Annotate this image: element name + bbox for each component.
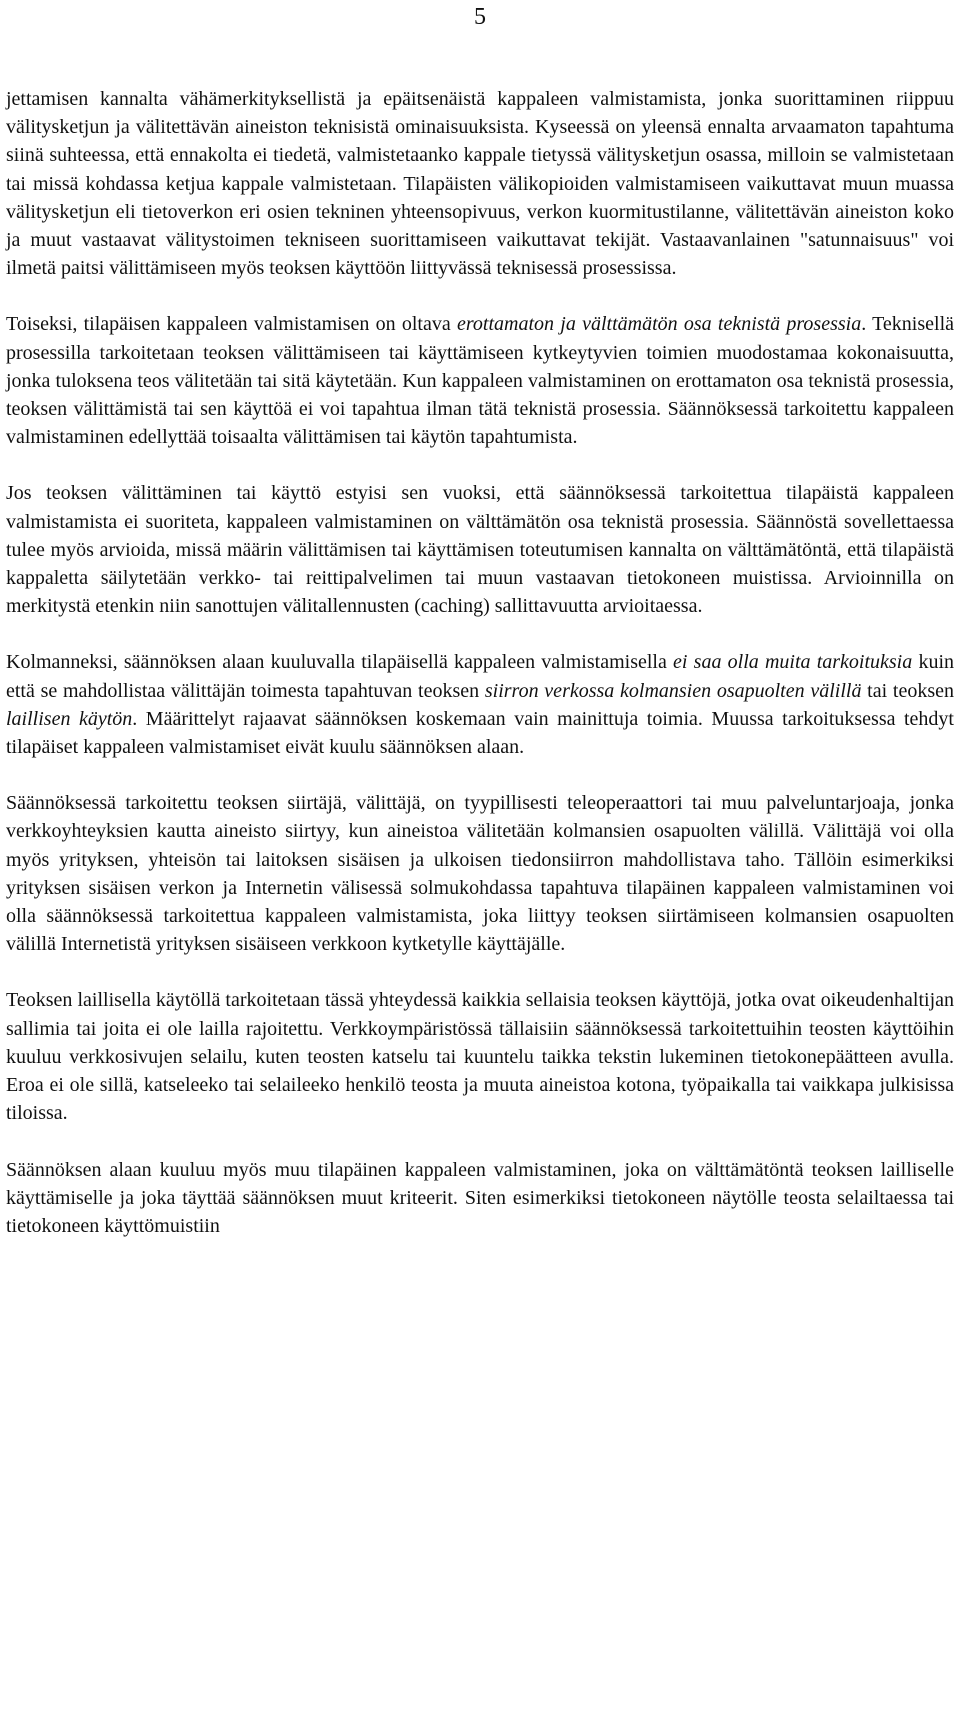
text-run: Teoksen laillisella käytöllä tarkoitetaan tässä yhteydessä kaikkia sellaisia teoksen käyttöjä, jotka ovat oikeudenhaltijan sallimia tai joita ei ole lailla rajoitettu. Verkkoympäristössä tällaisiin säännöksessä tarkoitettuihin teosten käyttöihin kuuluu verkkosivujen selailu, kuten teosten katselu tai kuuntelu taikka tekstin lukeminen tietokonepäätteen avulla. Eroa ei ole sillä, katseleeko tai selaileeko henkilö teosta ja muuta aineistoa kotona, työpaikalla tai vaikkapa julkisissa tiloissa. [6, 989, 954, 1125]
paragraph [6, 789, 954, 958]
text-run: . Määrittelyt rajaavat säännöksen koskemaan vain mainittuja toimia. Muussa tarkoituksessa tehdyt tilapäiset kappaleen valmistamiset eivät kuulu säännöksen alaan. [6, 707, 954, 759]
text-run: Säännöksen alaan kuuluu myös muu tilapäinen kappaleen valmistaminen, joka on välttämätöntä teoksen lailliselle käyttämiselle ja joka täyttää säännöksen muut kriteerit. Siten esimerkiksi tietokoneen näytölle teosta selailtaessa tai tietokoneen käyttömuistiin [6, 1158, 954, 1237]
paragraph [6, 310, 954, 451]
italic-phrase: ei saa olla muita tarkoituksia [673, 651, 913, 674]
page-number: 5 [474, 4, 486, 30]
text-run: Säännöksessä tarkoitettu teoksen siirtäjä, välittäjä, on tyypillisesti teleoperaattori tai muu palveluntarjoaja, jonka verkkoyhteyksien kautta aineisto siirtyy, kun aineistoa välitetään kolmansien osapuolten välillä. Välittäjä voi olla myös yrityksen, yhteisön tai laitoksen sisäisen ja ulkoisen tiedonsiirron mahdollistava taho. Tällöin esimerkiksi yrityksen sisäisen verkon ja Internetin välisessä solmukohdassa tapahtuva tilapäinen kappaleen valmistaminen voi olla säännöksessä tarkoitettua kappaleen valmistamista, joka liittyy teoksen siirtämiseen kolmansien osapuolten välillä Internetistä yrityksen sisäiseen verkkoon kytketylle käyttäjälle. [6, 792, 954, 956]
text-run: Jos teoksen välittäminen tai käyttö estyisi sen vuoksi, että säännöksessä tarkoitettua tilapäistä kappaleen valmistamista ei suoriteta, kappaleen valmistaminen on välttämätön osa teknistä prosessia. Säännöstä sovellettaessa tulee myös arvioida, missä määrin välittämisen tai käyttämisen toteutumisen kannalta on välttämätöntä, että tilapäistä kappaletta säilytetään verkko- tai reittipalvelimen tai muun vastaavan tietokoneen muistissa. Arvioinnilla on merkitystä etenkin niin sanottujen välitallennusten (caching) sallittavuutta arvioitaessa. [6, 482, 954, 618]
italic-phrase: erottamaton ja välttämätön osa teknistä prosessia [457, 313, 862, 336]
paragraph [6, 986, 954, 1127]
italic-phrase: laillisen käytön [6, 707, 133, 730]
text-run: Toiseksi, tilapäisen kappaleen valmistamisen on oltava [6, 313, 457, 336]
paragraph [6, 85, 954, 282]
text-run: Kolmanneksi, säännöksen alaan kuuluvalla tilapäisellä kappaleen valmistamisella [6, 651, 674, 674]
paragraph [6, 479, 954, 620]
text-run: . Teknisellä prosessilla tarkoitetaan teoksen välittämiseen tai käyttämiseen kytkeytyvien toimien muodostamaa kokonaisuutta, jonka tuloksena teos välitetään tai sitä käytetään. Kun kappaleen valmistaminen on erottamaton osa teknistä prosessia, teoksen välittämistä tai sen käyttöä ei voi tapahtua ilman tätä teknistä prosessia. Säännöksessä tarkoitettu kappaleen valmistaminen edellyttää toisaalta välittämisen tai käytön tapahtumista. [6, 313, 954, 449]
text-run: kuin että se mahdollistaa välittäjän toimesta tapahtuvan teoksen [6, 651, 954, 702]
paragraph [6, 1156, 954, 1241]
document-body [6, 85, 954, 1240]
text-run: tai teoksen [861, 679, 954, 702]
text-run: jettamisen kannalta vähämerkityksellistä ja epäitsenäistä kappaleen valmistamista, jonka suorittaminen riippuu välitysketjun ja välitettävän aineiston teknisistä ominaisuuksista. Kyseessä on yleensä ennalta arvaamaton tapahtuma siinä suhteessa, että ennakolta ei tiedetä, valmistetaanko kappale tietyssä välitysketjun osassa, milloin se valmistetaan tai missä kohdassa ketjua kappale valmistetaan. Tilapäisten välikopioiden valmistamiseen vaikuttavat muun muassa välitysketjun eli tietoverkon eri osien tekninen yhteensopivuus, verkon kuormitustilanne, välitettävän aineiston koko ja muut vastaavat välitystoimen tekniseen suorittamiseen vaikuttavat tekijät. Vastaavanlainen "satunnaisuus" voi ilmetä paitsi välittämiseen myös teoksen käyttöön liittyvässä teknisessä prosessissa. [6, 88, 954, 280]
paragraph [6, 648, 954, 761]
italic-phrase: siirron verkossa kolmansien osapuolten välillä [484, 679, 862, 702]
